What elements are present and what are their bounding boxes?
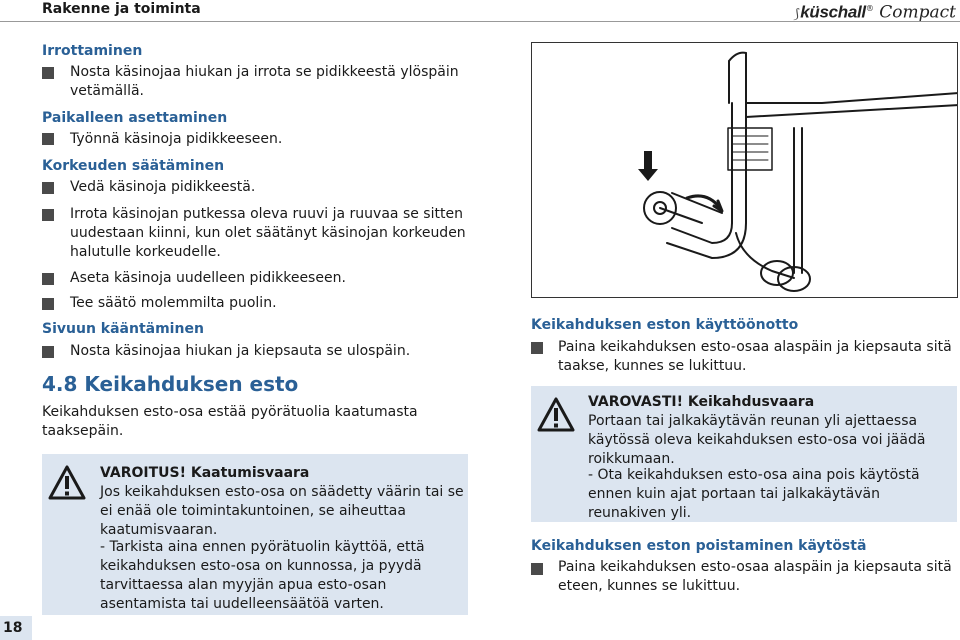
section-intro: Keikahduksen esto-osa estää pyörätuolia kaatumasta taaksepäin.	[42, 404, 418, 439]
brand-name: küschall	[800, 2, 866, 22]
page-number: 18	[0, 616, 32, 640]
list-item: Nosta käsinojaa hiukan ja kiepsauta se ulospäin.	[70, 343, 411, 359]
page-header	[0, 0, 960, 22]
anti-tipper-drawing	[532, 43, 958, 298]
heading-korkeuden: Korkeuden säätäminen	[42, 158, 225, 174]
square-bullet-icon	[42, 346, 54, 358]
brand-registered-mark: ®	[865, 4, 874, 13]
square-bullet-icon	[42, 67, 54, 79]
heading-paikalleen: Paikalleen asettaminen	[42, 110, 228, 126]
warning-triangle-icon	[48, 465, 86, 501]
square-bullet-icon	[42, 298, 54, 310]
square-bullet-icon	[42, 182, 54, 194]
square-bullet-icon	[42, 209, 54, 221]
warning-action: - Tarkista aina ennen pyörätuolin käyttöä, että keikahduksen esto-osa on kunnossa, ja pyydä tarvittaessa alan myyjän apua esto-osan asentamista tai uudelleensäätöä varten.	[100, 539, 425, 612]
brand-logo	[794, 0, 956, 25]
section-title: Rakenne ja toiminta	[42, 1, 201, 17]
heading-sivuun: Sivuun kääntäminen	[42, 321, 204, 337]
list-item: Tee säätö molemmilta puolin.	[70, 295, 277, 311]
list-item: Paina keikahduksen esto-osaa alaspäin ja kiepsauta sitä taakse, kunnes se lukittuu.	[558, 339, 952, 374]
down-arrow-icon	[638, 151, 658, 181]
heading-poistaminen: Keikahduksen eston poistaminen käytöstä	[531, 538, 867, 554]
brand-suffix: Compact	[879, 2, 956, 23]
caution-title: VAROVASTI! Keikahdusvaara	[588, 394, 815, 410]
square-bullet-icon	[42, 133, 54, 145]
list-item: Aseta käsinoja uudelleen pidikkeeseen.	[70, 270, 346, 286]
list-item: Paina keikahduksen esto-osaa alaspäin ja kiepsauta sitä eteen, kunnes se lukittuu.	[558, 559, 952, 594]
square-bullet-icon	[531, 342, 543, 354]
list-item: Vedä käsinoja pidikkeestä.	[70, 179, 256, 195]
caution-body: Portaan tai jalkakäytävän reunan yli ajettaessa käytössä oleva keikahduksen esto-osa voi jäädä roikkumaan.	[588, 413, 926, 467]
caution-action: - Ota keikahduksen esto-osa aina pois käytöstä ennen kuin ajat portaan tai jalkakäytävän reunakiven yli.	[588, 467, 920, 521]
square-bullet-icon	[531, 563, 543, 575]
section-heading: 4.8 Keikahduksen esto	[42, 372, 299, 396]
warning-body: Jos keikahduksen esto-osa on säädetty väärin tai se ei enää ole toimintakuntoinen, se aiheuttaa kaatumisvaaran.	[100, 484, 464, 538]
heading-kayttoonotto: Keikahduksen eston käyttöönotto	[531, 317, 799, 333]
anti-tipper-illustration	[531, 42, 958, 298]
list-item: Nosta käsinojaa hiukan ja irrota se pidikkeestä ylöspäin vetämällä.	[70, 64, 459, 99]
warning-title: VAROITUS! Kaatumisvaara	[100, 465, 310, 481]
list-item: Irrota käsinojan putkessa oleva ruuvi ja ruuvaa se sitten uudestaan kiinni, kun olet säätänyt käsinojan korkeuden halutulle korkeudelle.	[70, 206, 466, 260]
brand-swoosh-icon: ⟆	[794, 6, 800, 22]
heading-irrottaminen: Irrottaminen	[42, 43, 143, 59]
caution-box	[531, 386, 957, 522]
warning-triangle-icon	[537, 397, 575, 433]
list-item: Työnnä käsinoja pidikkeeseen.	[70, 131, 283, 147]
square-bullet-icon	[42, 273, 54, 285]
warning-box	[42, 454, 468, 615]
